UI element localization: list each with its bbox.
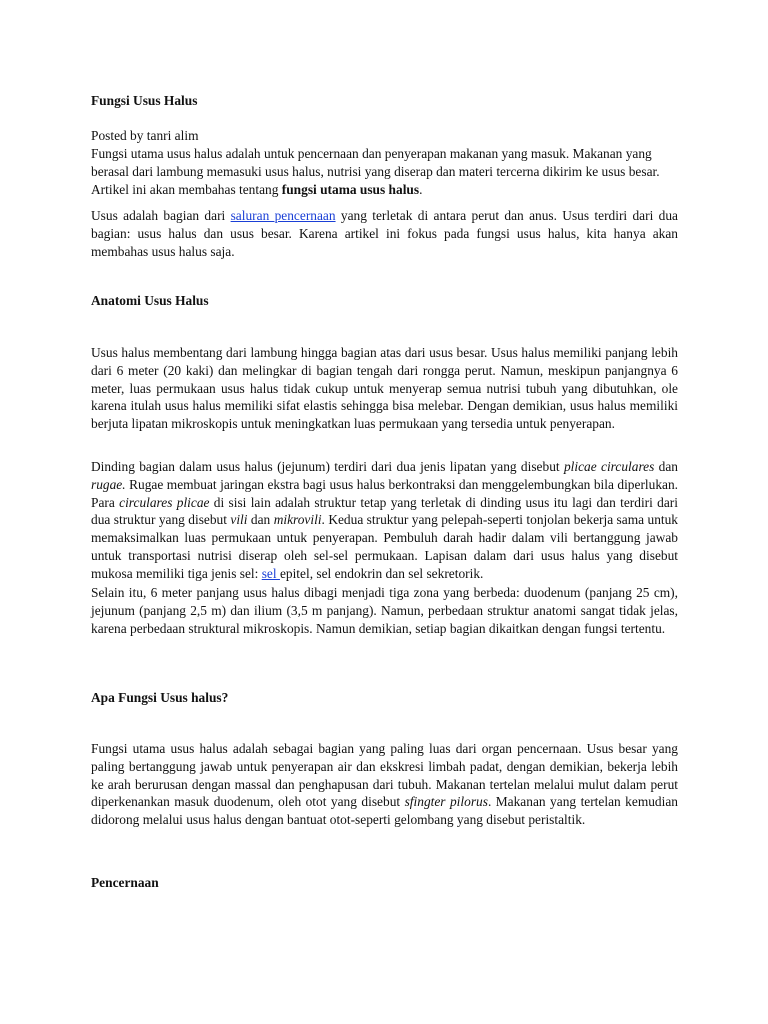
p4-text-b: dan: [654, 459, 679, 474]
p4-text-c: Rugae membuat jaringan ekstra bagi usus halus berkontraksi dan menggelembungkan bila diperlukan. Para: [91, 476, 678, 510]
paragraph-dinding: [91, 458, 678, 583]
intro-paragraph: [91, 145, 678, 198]
page-title: Fungsi Usus Halus: [91, 93, 198, 108]
p2-text-a: Usus adalah bagian dari: [91, 208, 231, 223]
sfingter-pilorus-term: sfingter pilorus: [404, 794, 488, 810]
plicae-circulares-term: plicae circulares: [563, 459, 655, 474]
heading-pencernaan: Pencernaan: [91, 875, 159, 890]
mikrovili-term: mikrovili: [273, 512, 322, 528]
intro-end: .: [419, 181, 423, 197]
p6-text-a: Fungsi utama usus halus adalah sebagai bagian yang paling luas dari organ pencernaan. Usus besar yang paling bertanggung jawab untuk penyerapan air dan ekskresi limbah padat, dengan demikian, bekerja lebih ke arah berurusan dengan massal dan penghapusan dari tubuh. Makanan tertelan melalui mulut dalam perut diperkenankan masuk duodenum, oleh otot yang disebut: [91, 741, 678, 810]
paragraph-usus: [91, 207, 678, 260]
intro-bold: fungsi utama usus halus: [281, 181, 420, 197]
rugae-term: rugae.: [91, 476, 126, 492]
p4-text-a: Dinding bagian dalam usus halus (jejunum) terdiri dari dua jenis lipatan yang disebut: [91, 459, 564, 474]
heading-anatomi: Anatomi Usus Halus: [91, 293, 209, 308]
vili-term: vili: [230, 512, 248, 528]
circulares-plicae-term: circulares plicae: [119, 494, 210, 510]
p4-text-e: dan: [247, 512, 274, 528]
p4-text-d: di sisi lain adalah struktur tetap yang terletak di dinding usus itu lagi dan terdiri dari dua struktur yang disebut: [91, 494, 678, 528]
p6-text-b: . Makanan yang tertelan kemudian didorong melalui usus halus dengan bantuat otot-seperti gelombang yang disebut peristaltik.: [91, 794, 678, 828]
p4-text-f: . Kedua struktur yang pelepah-seperti tonjolan bekerja sama untuk memaksimalkan luas permukaan untuk penyerapan. Pembuluh darah hadir dalam vili bertanggung jawab untuk transportasi nutrisi diserap oleh sel-sel permukaan. Lapisan dalam dari usus halus yang disebut mukosa memiliki tiga jenis sel:: [91, 512, 678, 581]
paragraph-anatomi: Usus halus membentang dari lambung hingga bagian atas dari usus besar. Usus halus memiliki panjang lebih dari 6 meter (20 kaki) dan melingkar di bagian tengah dari rongga perut. Namun, meskipun panjangnya 6 meter, luas permukaan usus halus tidak cukup untuk menyerap semua nutrisi tubuh yang dibutuhkan, ole karena itulah usus halus memiliki sifat elastis sehingga bisa melebar. Dengan demikian, usus halus memiliki berjuta lipatan mikroskopis untuk meningkatkan luas permukaan yang tersedia untuk penyerapan.: [91, 345, 678, 432]
intro-text: Fungsi utama usus halus adalah untuk pencernaan dan penyerapan makanan yang masuk. Makanan yang berasal dari lambung memasuki usus halus, nutrisi yang diserap dan materi tercerna dikirim ke usus besar. Artikel ini akan membahas tentang: [91, 146, 660, 197]
paragraph-fungsi: [91, 740, 678, 829]
p2-text-b: yang terletak di antara perut dan anus. Usus terdiri dari dua bagian: usus halus dan usus besar. Karena artikel ini fokus pada fungsi usus halus, kita hanya akan membahas usus halus saja.: [91, 208, 678, 259]
heading-fungsi: Apa Fungsi Usus halus?: [91, 690, 229, 705]
sel-link[interactable]: sel: [261, 565, 280, 581]
paragraph-zona: Selain itu, 6 meter panjang usus halus dibagi menjadi tiga zona yang berbeda: duodenum (panjang 25 cm), jejunum (panjang 2,5 m) dan ilium (3,5 m panjang). Namun, perbedaan struktur anatomi sangat tidak jelas, karena perbedaan struktural mikroskopis. Namun demikian, setiap bagian dikaitkan dengan fungsi tertentu.: [91, 585, 678, 636]
saluran-pencernaan-link[interactable]: saluran pencernaan: [230, 208, 336, 223]
p4-text-g: epitel, sel endokrin dan sel sekretorik.: [279, 565, 484, 581]
byline: Posted by tanri alim: [91, 128, 199, 143]
